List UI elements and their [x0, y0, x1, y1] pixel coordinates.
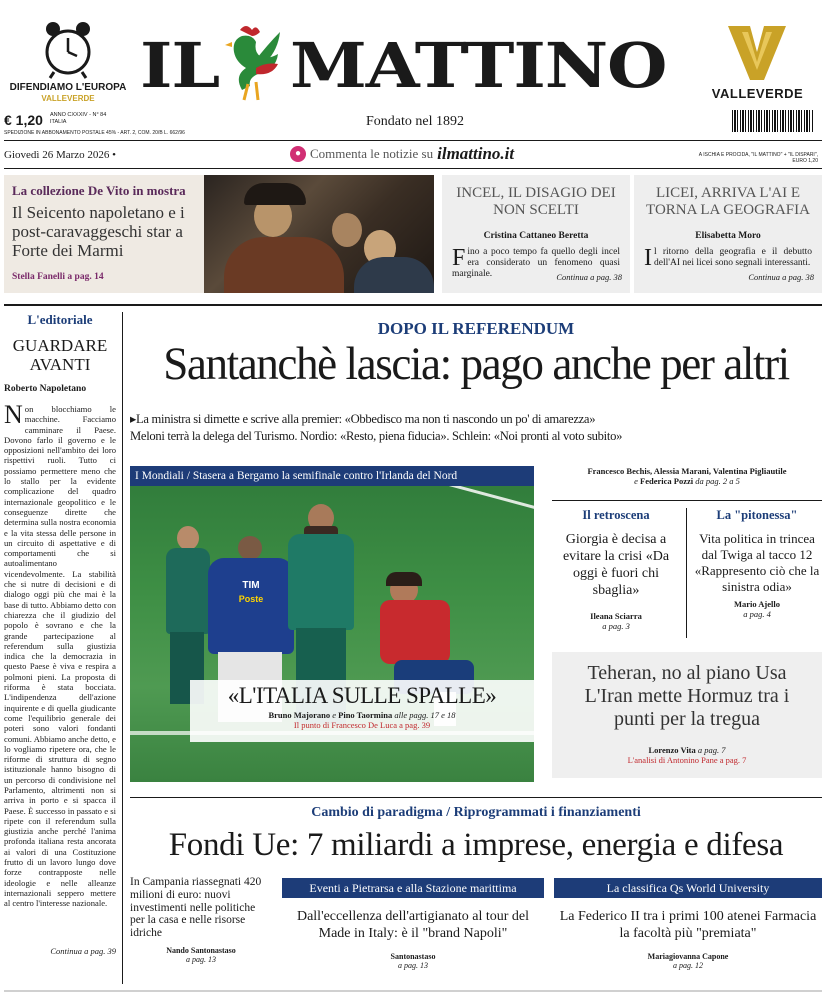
lead-authors-name: Federica Pozzi: [640, 476, 694, 486]
comment-prompt[interactable]: [290, 144, 514, 166]
teaser-devito-credit: Stella Fanelli a pag. 14: [12, 272, 104, 282]
teheran-box[interactable]: [552, 652, 822, 778]
fondi-headline[interactable]: Fondi Ue: 7 miliardi a imprese, energia e difesa: [168, 827, 784, 863]
teaser-devito-headline: Il Seicento napoletano e i post-caravaggeschi star a Forte dei Marmi: [12, 203, 185, 260]
masthead-logo[interactable]: [140, 28, 685, 104]
fondi-kicker: Cambio di paradigma / Riprogrammati i finanziamenti: [311, 805, 641, 820]
editorial-title: GUARDARE AVANTI: [12, 336, 108, 374]
editorial-cont[interactable]: Continua a pag. 39: [50, 946, 116, 956]
lead-authors-and: e: [634, 476, 638, 486]
teaser-incel[interactable]: [442, 175, 630, 293]
teaser-licei-headline: LICEI, ARRIVA L'AI E TORNA LA GEOGRAFIA: [646, 185, 810, 218]
lead-authors-line1: Francesco Bechis, Alessia Marani, Valentina Pigliautile: [587, 466, 787, 476]
lead-authors-pages: da pag. 2 a 5: [695, 476, 740, 486]
photo-caption-box: [190, 680, 534, 742]
teheran-page: a pag. 7: [697, 745, 726, 755]
federico-banner: La classifica Qs World University: [554, 878, 822, 898]
right-brand: [690, 20, 825, 110]
pitonessa-author: Mario Ajello: [733, 599, 781, 609]
pitonessa[interactable]: [692, 508, 822, 644]
left-badge-line2: VALLEVERDE: [41, 94, 95, 103]
photo-credit-and: e: [332, 710, 337, 720]
photo-credit-name1: Bruno Majorano: [268, 710, 331, 720]
teaser-licei[interactable]: [634, 175, 822, 293]
federico-headline: La Federico II tra i primi 100 atenei Farmacia la facoltà più "premiata": [559, 909, 817, 941]
masthead-title-right: MATTINO: [290, 29, 667, 102]
painting-image: [204, 175, 434, 293]
right-brand-label: VALLEVERDE: [711, 86, 804, 101]
issue-date: Giovedì 26 Marzo 2026 •: [4, 149, 116, 161]
alarm-clock-icon: [42, 20, 94, 80]
editorial-dropcap: N: [4, 404, 23, 429]
site-name[interactable]: ilmattino.it: [437, 144, 515, 163]
teaser-incel-headline: INCEL, IL DISAGIO DEI NON SCELTI: [456, 185, 616, 218]
valleverde-v-icon: [726, 22, 788, 84]
teheran-author: Lorenzo Vita: [648, 745, 696, 755]
pietrarsa-page: a pag. 13: [398, 961, 428, 970]
pietrarsa-author: Santonastaso: [390, 952, 436, 961]
photo-point[interactable]: Il punto di Francesco De Luca a pag. 39: [293, 720, 431, 730]
sponsor-tim: TIM: [242, 580, 260, 591]
lead-authors: [552, 466, 822, 486]
teaser-licei-dropcap: I: [644, 245, 652, 271]
photo-credit: [190, 710, 534, 720]
teaser-incel-author: Cristina Cattaneo Beretta: [483, 231, 589, 241]
retroscena-kicker: Il retroscena: [582, 508, 650, 522]
teheran-author-line: [552, 745, 822, 755]
federico-author: Mariagiovanna Capone: [647, 952, 729, 961]
photo-credit-pages: alle pagg. 17 e 18: [394, 710, 456, 720]
pitonessa-headline: Vita politica in trincea dal Twiga al tacco 12 «Rappresento ciò che la sinistra odia»: [694, 531, 820, 594]
teaser-incel-dropcap: F: [452, 245, 466, 271]
lead-authors-line2: [552, 476, 822, 486]
pietrarsa-headline: Dall'eccellenza dell'artigianato al tour del Made in Italy: è il "brand Napoli": [296, 909, 530, 941]
teaser-devito[interactable]: [4, 175, 434, 293]
photo-headline[interactable]: «L'ITALIA SULLE SPALLE»: [227, 683, 497, 708]
chat-bubble-icon: ●: [290, 146, 306, 162]
editorial-text: on blocchiamo le macchine. Facciamo camminare il Paese. Dovono farlo il governo e le opposizioni nell'ambito dei loro rispettivi ruoli. Tutto ci possiamo permettere meno che lo stallo per la evidente complicazione del quadro internazionale geopolitico e le conseguenze dirette che determina sulla nostra economia e la vita stessa delle persone in un circuito di aspettative e di comportamenti che si autoalimentano vicendevolmente. La stabilità che si nutre di decisioni e di dialogo oggi più che mai è la base di tutto. Abbiamo detto con chiarezza che il giudizio del popolo è sovrano e che la grande partecipazione al referendum sulla giustizia indica che la democrazia in questo Paese è viva e respira a polmoni pieni. La proposta di riforma è stata bocciata. L'indipendenza dell'azione inquirente e di quella giudicante come l'equilibrio generale dei poteri sono valori fondanti comuni. Abbiamo anche detto, e lo vogliamo ripetere ora, che le riforme di struttura di segno istituzionale hanno bisogno di un percorso di condivisione nel Parlamento, altrimenti non si arriva in porto e si spacca il Paese. È successo in passato e si ripete con il referendum sulla giustizia anche perché l'anima profonda italiana resta ancorata ai valori di una Costituzione frutto di un lavoro lungo dove forze contrapposte nelle ideologie e nelle alleanze internazionali seppero mettere al centro l'interesse nazionale.: [4, 404, 116, 909]
teaser-incel-cont[interactable]: Continua a pag. 38: [556, 272, 622, 282]
rooster-icon: [220, 22, 288, 102]
founded: Fondato nel 1892: [366, 114, 464, 129]
federico-page: a pag. 12: [673, 961, 703, 970]
edition-info: ANNO CXXXIV - N° 84 ITALIA: [50, 112, 107, 125]
teaser-incel-body: ino a poco tempo fa quello degli incel era considerato un fenomeno quasi marginale.: [452, 247, 620, 279]
federico[interactable]: [554, 878, 822, 978]
teaser-licei-text: [644, 247, 812, 269]
editorial-kicker: L'editoriale: [27, 312, 93, 327]
pietrarsa[interactable]: [282, 878, 544, 978]
photo-credit-name2: Pino Taormina: [338, 710, 393, 720]
retroscena-author: Ileana Sciarra: [590, 611, 642, 621]
teaser-devito-kicker: La collezione De Vito in mostra: [12, 183, 186, 198]
fondi-sub[interactable]: [130, 876, 272, 976]
postal-info: SPEDIZIONE IN ABBONAMENTO POSTALE 45% - ART. 2, COM. 20/B L. 662/96: [4, 130, 185, 136]
teheran-analysis[interactable]: L'analisi di Antonino Pane a pag. 7: [627, 755, 747, 765]
lead-headline[interactable]: Santanchè lascia: pago anche per altri: [163, 338, 789, 390]
teheran-headline: Teheran, no al piano Usa L'Iran mette Hormuz tra i punti per la tregua: [584, 662, 790, 730]
retroscena-page: a pag. 3: [602, 621, 630, 631]
pitonessa-kicker: La "pitonessa": [716, 508, 798, 522]
left-badge-line1: DIFENDIAMO L'EUROPA: [9, 82, 127, 93]
fondi-sub-text: In Campania riassegnati 420 milioni di euro: nuovi investimenti nelle politiche per la casa e nelle risorse idriche: [130, 876, 262, 940]
lead-kicker: DOPO IL REFERENDUM: [377, 319, 575, 338]
editorial-body: [4, 404, 116, 944]
teaser-licei-author: Elisabetta Moro: [695, 231, 761, 241]
pitonessa-page: a pag. 4: [743, 609, 771, 619]
lead-deck-1: ▸La ministra si dimette e scrive alla premier: «Obbedisco ma non ti nascondo un po' di amarezza»: [130, 412, 596, 426]
price: € 1,20: [4, 112, 43, 128]
editorial[interactable]: [4, 312, 116, 984]
fondi-page: a pag. 13: [186, 954, 216, 964]
fondi-author: Nando Santonastaso: [166, 945, 236, 955]
retroscena-headline: Giorgia è decisa a evitare la crisi «Da oggi è fuori chi sbaglia»: [562, 532, 670, 598]
promo-right: A ISCHIA E PROCIDA, "IL MATTINO" + "IL DISPARI", EURO 1,20: [698, 152, 818, 164]
left-badge: [4, 20, 132, 110]
sponsor-poste: Poste: [238, 594, 264, 604]
player-figure: [164, 526, 212, 704]
editorial-author: Roberto Napoletano: [4, 384, 87, 394]
retroscena[interactable]: [552, 508, 680, 644]
photo-banner: I Mondiali / Stasera a Bergamo la semifinale contro l'Irlanda del Nord: [130, 466, 534, 486]
lead-deck-2: Meloni terrà la delega del Turismo. Nordio: «Resto, piena fiducia». Schlein: «Noi pronti al voto subito»: [130, 429, 623, 443]
pietrarsa-banner: Eventi a Pietrarsa e alla Stazione marittima: [282, 878, 544, 898]
teaser-licei-body: l ritorno della geografia e il debutto dell'AI nei licei sono segnali interessanti.: [654, 247, 812, 268]
barcode: [732, 110, 814, 132]
teaser-licei-cont[interactable]: Continua a pag. 38: [748, 272, 814, 282]
masthead-title-left: IL: [140, 29, 220, 102]
comment-prompt-text: Commenta le notizie su: [310, 146, 434, 161]
photo-block[interactable]: [130, 466, 534, 782]
